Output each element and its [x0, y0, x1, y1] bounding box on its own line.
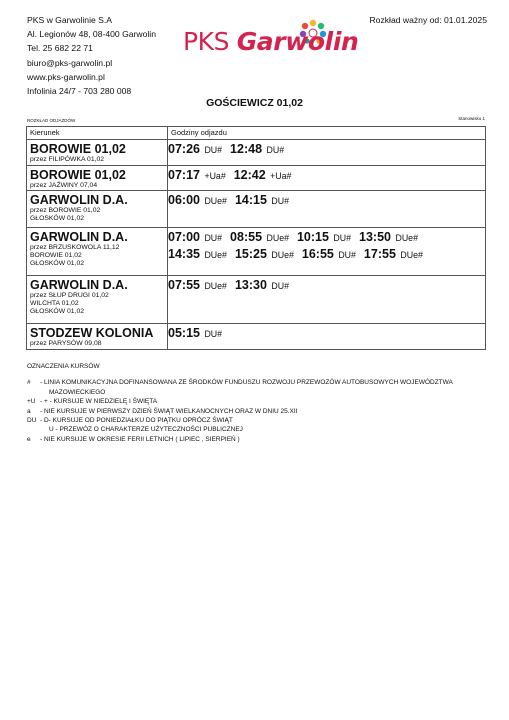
departure [168, 245, 227, 263]
departure [235, 191, 289, 209]
departures-label: ROZKŁAD ODJAZDÓW [27, 118, 76, 123]
departure-marks: DUe# [400, 250, 423, 260]
departure [168, 166, 226, 184]
departure-time: 07:55 [168, 278, 200, 292]
table-row [27, 324, 486, 350]
departure-line [168, 228, 485, 245]
departure-marks: +Ua# [204, 171, 226, 181]
direction-cell [27, 191, 168, 228]
departure [359, 228, 418, 246]
timetable-header-row [27, 127, 486, 140]
direction-name: GARWOLIN D.A. [30, 278, 128, 292]
via-stop: przez BOROWIE 01,02 [30, 207, 101, 214]
departure-time: 10:15 [296, 230, 329, 244]
legend-text: - D- KURSUJE OD PONIEDZIAŁKU DO PIĄTKU OPRÓCZ ŚWIĄT [40, 417, 233, 425]
direction-name: GARWOLIN D.A. [30, 230, 128, 244]
departure-line [168, 140, 485, 157]
departures-cell [168, 276, 486, 324]
company-hotline: Infolinia 24/7 - 703 280 008 [27, 86, 132, 97]
departure [230, 228, 289, 246]
company-name: PKS w Garwolinie S.A [27, 15, 113, 25]
via-stop: przez FILIPÓWKA 01,02 [30, 156, 105, 163]
legend [27, 362, 497, 444]
legend-text: - NIE KURSUJE W PIERWSZY DZIEŃ ŚWIĄT WIELKANOCNYCH ORAZ W DNIU 25.XII [40, 407, 298, 415]
departure-time: 17:55 [363, 247, 396, 261]
legend-item [27, 397, 497, 406]
company-phone[interactable]: Tel. 25 682 22 71 [27, 43, 93, 54]
via-stop: GŁOSKÓW 01,02 [30, 215, 85, 222]
departure [297, 228, 351, 246]
via-stop: przez PARYSÓW 09,08 [30, 340, 102, 347]
departure-marks: DUe# [204, 281, 227, 291]
legend-items [27, 378, 497, 444]
timetable [26, 126, 486, 350]
legend-symbol: DU [27, 417, 37, 425]
departure [168, 276, 227, 294]
legend-title: OZNACZENIA KURSÓW [27, 363, 100, 370]
departure-line [168, 191, 485, 208]
via-stop: przez SŁUP DRUGI 01,02 [30, 292, 109, 299]
legend-text: - NIE KURSUJE W OKRESIE FERII LETNICH ( LIPIEC , SIERPIEŃ ) [40, 435, 240, 443]
departure-marks: DUe# [204, 196, 227, 206]
departure-time: 14:35 [168, 247, 200, 261]
departure-line [168, 324, 485, 341]
departure-marks: +Ua# [270, 171, 292, 181]
direction-cell [27, 276, 168, 324]
departure-time: 05:15 [168, 326, 200, 340]
departure-marks: DU# [204, 233, 223, 243]
departure-time: 13:30 [234, 278, 267, 292]
departure-line [168, 166, 485, 183]
timetable-body [27, 140, 486, 350]
table-row [27, 191, 486, 228]
departure [168, 228, 222, 246]
table-row [27, 228, 486, 276]
legend-text: MAZOWIECKIEGO [49, 388, 106, 396]
departure-marks: DU# [204, 145, 223, 155]
legend-item [27, 388, 497, 397]
platform-label: Stanowisko 1 [458, 116, 485, 121]
legend-symbol: a [27, 407, 31, 415]
direction-name: GARWOLIN D.A. [30, 193, 128, 207]
legend-symbol: # [27, 379, 31, 387]
direction-cell [27, 166, 168, 191]
direction-cell [27, 140, 168, 166]
header-departures: Godziny odjazdu [168, 127, 486, 140]
departure-time: 14:15 [234, 193, 267, 207]
departure [235, 276, 289, 294]
table-row [27, 276, 486, 324]
logo-text-garwolin: Garwolin [236, 27, 359, 56]
via-stop: GŁOSKÓW 01,02 [30, 308, 85, 315]
legend-text: - LINIA KOMUNIKACYJNA DOFINANSOWANA ZE ŚRODKÓW FUNDUSZU ROZWOJU PRZEWOZÓW AUTOBUSOWYCH WOJEWÓDZTWA [40, 379, 453, 387]
departures-cell [168, 140, 486, 166]
departures-cell [168, 228, 486, 276]
legend-item [27, 425, 497, 434]
departure [302, 245, 356, 263]
departure-time: 06:00 [168, 193, 200, 207]
departure-time: 07:00 [168, 230, 200, 244]
validity-date: Rozkład ważny od: 01.01.2025 [369, 15, 487, 25]
direction-cell [27, 324, 168, 350]
departure [168, 191, 227, 209]
departure-line [168, 245, 485, 262]
departure-time: 15:25 [234, 247, 267, 261]
direction-cell [27, 228, 168, 276]
via-stop: przez JAŹWINY 07,04 [30, 182, 98, 189]
via-stop: przez BRZUSKOWOLA 11,12 [30, 244, 120, 251]
table-row [27, 140, 486, 166]
departure-marks: DUe# [271, 250, 294, 260]
departure-marks: DU# [333, 233, 352, 243]
departure-line [168, 276, 485, 293]
departure-marks: DU# [271, 281, 289, 291]
legend-symbol: e [27, 435, 31, 443]
departure-marks: DU# [338, 250, 356, 260]
logo-text [183, 27, 358, 56]
legend-item [27, 378, 497, 387]
departure [230, 140, 284, 158]
departure-time: 07:17 [168, 168, 200, 182]
legend-item [27, 416, 497, 425]
pks-garwolin-logo [183, 18, 359, 66]
departure [168, 324, 222, 342]
departure-time: 13:50 [359, 230, 392, 244]
table-row [27, 166, 486, 191]
header-direction: Kierunek [27, 127, 168, 140]
direction-name: STODZEW KOLONIA [30, 326, 154, 340]
via-stop: BOROWIE 01,02 [30, 252, 82, 259]
departure-marks: DUe# [266, 233, 289, 243]
departures-cell [168, 324, 486, 350]
via-stop: WILCHTA 01,02 [30, 300, 79, 307]
company-info [27, 13, 156, 98]
via-stop: GŁOSKÓW 01,02 [30, 260, 85, 267]
departure-marks: DUe# [204, 250, 227, 260]
company-address: Al. Legionów 48, 08-400 Garwolin [27, 29, 156, 40]
departure-time: 12:48 [230, 142, 263, 156]
departure-marks: DU# [266, 145, 285, 155]
departure [234, 166, 292, 184]
logo-text-pks: PKS [183, 27, 237, 56]
departure-time: 12:42 [233, 168, 266, 182]
departure-time: 07:26 [168, 142, 200, 156]
legend-item [27, 435, 497, 444]
departures-cell [168, 191, 486, 228]
legend-symbol: +U [27, 398, 36, 406]
departure [168, 140, 222, 158]
departure-time: 08:55 [230, 230, 263, 244]
direction-name: BOROWIE 01,02 [30, 142, 126, 156]
company-email[interactable]: biuro@pks-garwolin.pl [27, 57, 113, 68]
legend-text: - + - KURSUJE W NIEDZIELĘ I ŚWIĘTA [40, 398, 158, 406]
direction-name: BOROWIE 01,02 [30, 168, 126, 182]
departures-cell [168, 166, 486, 191]
departure [364, 245, 423, 263]
departure-marks: DU# [204, 329, 223, 339]
departure-marks: DUe# [395, 233, 418, 243]
departure-marks: DU# [271, 196, 289, 206]
departure [235, 245, 294, 263]
departure-time: 16:55 [301, 247, 334, 261]
legend-text: U - PRZEWÓZ O CHARAKTERZE UŻYTECZNOŚCI PUBLICZNEJ [49, 426, 243, 434]
legend-item [27, 407, 497, 416]
company-website[interactable]: www.pks-garwolin.pl [27, 71, 105, 82]
stop-title: GOŚCIEWICZ 01,02 [206, 97, 303, 109]
